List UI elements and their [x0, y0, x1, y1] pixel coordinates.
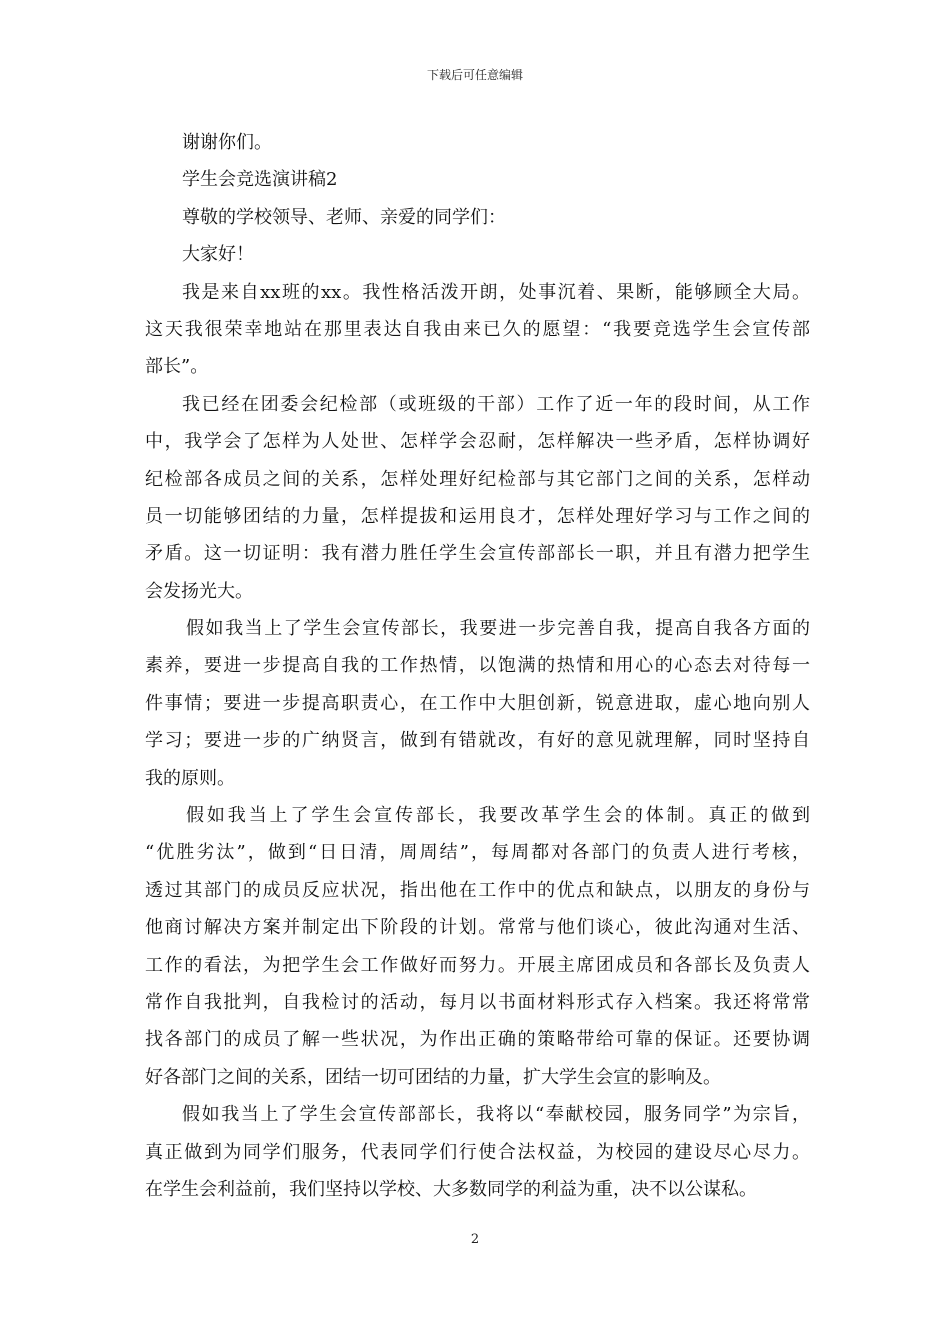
section-title: 学生会竞选演讲稿2 [182, 169, 338, 191]
paragraph-line: 学习；要进一步的广纳贤言，做到有错就改，有好的意见就理解，同时坚持自 [145, 730, 810, 752]
paragraph-line: 假如我当上了学生会宣传部部长，我将以“奉献校园，服务同学”为宗旨， [182, 1104, 810, 1126]
paragraph-line: 部长”。 [145, 356, 209, 378]
page-header: 下载后可任意编辑 [426, 68, 523, 82]
paragraph-line: 常作自我批判，自我检讨的活动，每月以书面材料形式存入档案。我还将常常 [145, 991, 810, 1013]
paragraph-line: 好各部门之间的关系，团结一切可团结的力量，扩大学生会宣的影响及。 [145, 1066, 721, 1088]
paragraph-line: 员一切能够团结的力量，怎样提拔和运用良才，怎样处理好学习与工作之间的 [145, 505, 810, 527]
paragraph-line: 素养，要进一步提高自我的工作热情，以饱满的热情和用心的心态去对待每一 [145, 655, 810, 677]
paragraph-line: 他商讨解决方案并制定出下阶段的计划。常常与他们谈心，彼此沟通对生活、 [145, 917, 810, 939]
paragraph-line: 工作的看法，为把学生会工作做好而努力。开展主席团成员和各部长及负责人 [145, 954, 810, 976]
paragraph-line: 这天我很荣幸地站在那里表达自我由来已久的愿望：“我要竞选学生会宣传部 [145, 318, 810, 340]
paragraph-line: 透过其部门的成员反应状况，指出他在工作中的优点和缺点，以朋友的身份与 [145, 879, 810, 901]
document-body [145, 124, 810, 1208]
paragraph-line: 会发扬光大。 [145, 580, 253, 602]
paragraph-line: 假如我当上了学生会宣传部长，我要进一步完善自我，提高自我各方面的 [186, 618, 810, 640]
paragraph-line: 在学生会利益前，我们坚持以学校、大多数同学的利益为重，决不以公谋私。 [145, 1178, 757, 1200]
paragraph-line: 矛盾。这一切证明：我有潜力胜任学生会宣传部部长一职，并且有潜力把学生 [145, 543, 810, 565]
paragraph-line: 真正做到为同学们服务，代表同学们行使合法权益，为校园的建设尽心尽力。 [145, 1141, 810, 1163]
paragraph-line: 我已经在团委会纪检部（或班级的干部）工作了近一年的段时间，从工作 [182, 393, 810, 415]
salutation: 尊敬的学校领导、老师、亲爱的同学们： [182, 206, 506, 228]
paragraph-line: 纪检部各成员之间的关系，怎样处理好纪检部与其它部门之间的关系，怎样动 [145, 468, 810, 490]
paragraph-line: “优胜劣汰”，做到“日日清，周周结”，每周都对各部门的负责人进行考核， [145, 842, 810, 864]
paragraph-line: 中，我学会了怎样为人处世、怎样学会忍耐，怎样解决一些矛盾，怎样协调好 [145, 431, 810, 453]
page-number: 2 [470, 1232, 480, 1247]
text-line: 谢谢你们。 [182, 132, 272, 153]
greeting: 大家好！ [182, 244, 254, 266]
paragraph-line: 假如我当上了学生会宣传部长，我要改革学生会的体制。真正的做到 [186, 805, 810, 827]
paragraph-line: 我的原则。 [145, 767, 235, 789]
paragraph-line: 我是来自xx班的xx。我性格活泼开朗，处事沉着、果断，能够顾全大局。 [182, 281, 810, 303]
paragraph-line: 件事情；要进一步提高职责心，在工作中大胆创新，锐意进取，虚心地向别人 [145, 692, 810, 714]
paragraph-line: 找各部门的成员了解一些状况，为作出正确的策略带给可靠的保证。还要协调 [145, 1029, 810, 1051]
